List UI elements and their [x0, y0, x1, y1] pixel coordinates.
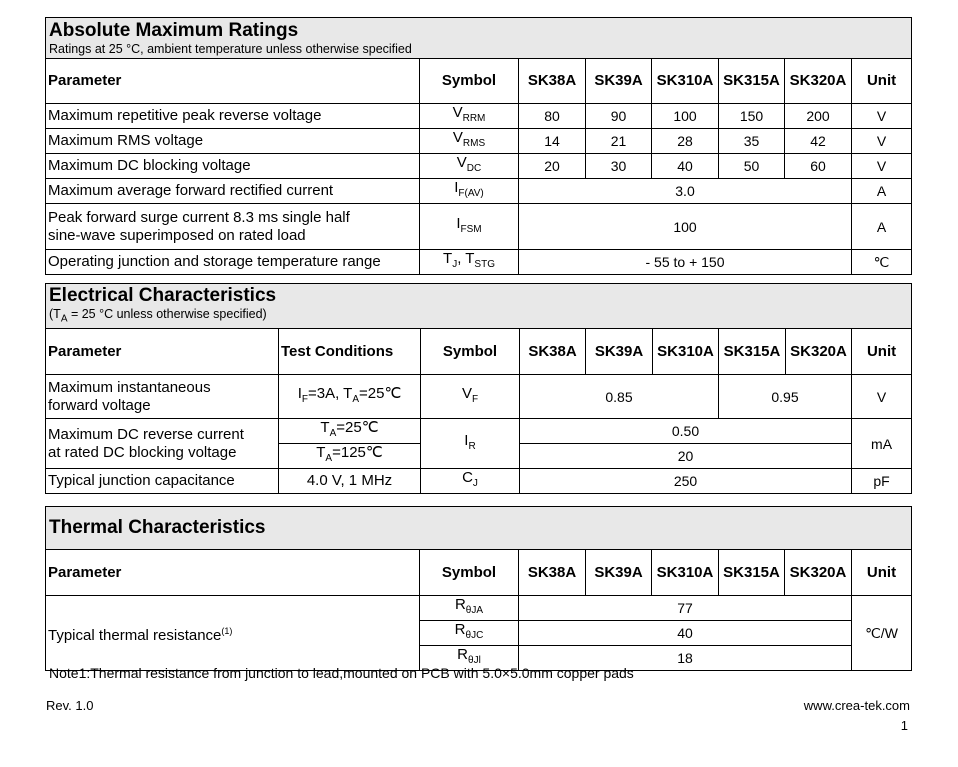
- table-row: [46, 179, 912, 204]
- value-cell: 30: [586, 154, 652, 179]
- header-part: SK310A: [652, 59, 719, 104]
- header-part: SK320A: [785, 59, 852, 104]
- header-parameter: Parameter: [46, 59, 420, 104]
- table-row: [46, 375, 912, 419]
- unit-cell: pF: [852, 469, 912, 494]
- value-cell: 50: [719, 154, 785, 179]
- header-parameter: Parameter: [46, 550, 420, 596]
- header-part: SK39A: [586, 329, 653, 375]
- symbol-cell: $T_J$, $T_{STG}$: [420, 250, 519, 275]
- value-cell: 40: [652, 154, 719, 179]
- param-cell: Typical thermal resistance$^{(1)}$: [46, 596, 420, 671]
- table-row: [46, 250, 912, 275]
- header-part: SK315A: [719, 550, 785, 596]
- header-parameter: Parameter: [46, 329, 279, 375]
- value-cell: 21: [586, 129, 652, 154]
- param-cell: Typical junction capacitance: [46, 469, 279, 494]
- electrical-characteristics-table: [45, 283, 912, 494]
- unit-cell: A: [852, 204, 912, 250]
- value-cell: 28: [652, 129, 719, 154]
- param-cell: Maximum average forward rectified current: [46, 179, 420, 204]
- table-row: [46, 469, 912, 494]
- website-link[interactable]: www.crea-tek.com: [803, 698, 910, 713]
- header-part: SK38A: [519, 59, 586, 104]
- value-cell: 18: [519, 646, 852, 671]
- section-header: [46, 18, 912, 59]
- unit-cell: V: [852, 154, 912, 179]
- section-subtitle: Ratings at 25 °C, ambient temperature unless otherwise specified: [49, 42, 412, 56]
- table-row: [46, 104, 912, 129]
- header-unit: Unit: [852, 59, 912, 104]
- symbol-cell: $V_{DC}$: [420, 154, 519, 179]
- table-row: [46, 596, 912, 621]
- param-cell: Maximum DC blocking voltage: [46, 154, 420, 179]
- symbol-cell: $R_{\theta Jl}$: [420, 646, 519, 671]
- value-cell: 40: [519, 621, 852, 646]
- table-row: [46, 419, 912, 444]
- header-part: SK39A: [586, 59, 652, 104]
- value-cell: - 55 to + 150: [519, 250, 852, 275]
- header-part: SK320A: [785, 550, 852, 596]
- value-cell: 42: [785, 129, 852, 154]
- symbol-cell: $R_{\theta JC}$: [420, 621, 519, 646]
- section-header: [46, 284, 912, 329]
- value-cell: 14: [519, 129, 586, 154]
- table-row: [46, 154, 912, 179]
- page-number: 1: [900, 718, 908, 733]
- unit-cell: V: [852, 129, 912, 154]
- table-row: [46, 129, 912, 154]
- header-part: SK320A: [786, 329, 852, 375]
- thermal-characteristics-table: [45, 506, 912, 671]
- section-title: Absolute Maximum Ratings: [49, 20, 299, 41]
- revision-label: Rev. 1.0: [46, 698, 94, 713]
- value-cell: 100: [652, 104, 719, 129]
- header-part: SK39A: [586, 550, 652, 596]
- symbol-cell: $C_J$: [421, 469, 520, 494]
- param-cell: Operating junction and storage temperature range: [46, 250, 420, 275]
- test-condition-cell: $T_A=25℃$: [279, 419, 421, 444]
- section-title: Thermal Characteristics: [49, 517, 266, 538]
- symbol-cell: $V_{RMS}$: [420, 129, 519, 154]
- test-condition-cell: $I_F=3A$, $T_A=25℃$: [279, 375, 421, 419]
- unit-cell: ℃/W: [852, 596, 912, 671]
- test-condition-cell: $T_A=125℃$: [279, 444, 421, 469]
- header-part: SK310A: [653, 329, 719, 375]
- header-part: SK310A: [652, 550, 719, 596]
- value-cell: 77: [519, 596, 852, 621]
- unit-cell: A: [852, 179, 912, 204]
- symbol-cell: $I_{FSM}$: [420, 204, 519, 250]
- symbol-cell: $I_{F(AV)}$: [420, 179, 519, 204]
- symbol-cell: $V_F$: [421, 375, 520, 419]
- unit-cell: V: [852, 104, 912, 129]
- unit-cell: V: [852, 375, 912, 419]
- section-title: Electrical Characteristics: [49, 285, 277, 307]
- table-row: [46, 204, 912, 250]
- header-symbol: Symbol: [420, 59, 519, 104]
- param-cell: Maximum instantaneous forward voltage: [46, 375, 279, 419]
- header-part: SK38A: [519, 550, 586, 596]
- value-cell: 80: [519, 104, 586, 129]
- value-cell: 0.95: [719, 375, 852, 419]
- symbol-cell: $R_{\theta JA}$: [420, 596, 519, 621]
- value-cell: 200: [785, 104, 852, 129]
- param-cell: Maximum repetitive peak reverse voltage: [46, 104, 420, 129]
- section-header: [46, 507, 912, 550]
- value-cell: 250: [520, 469, 852, 494]
- header-test-conditions: Test Conditions: [279, 329, 421, 375]
- header-part: SK38A: [520, 329, 586, 375]
- test-condition-cell: 4.0 V, 1 MHz: [279, 469, 421, 494]
- header-part: SK315A: [719, 59, 785, 104]
- symbol-cell: $I_R$: [421, 419, 520, 469]
- header-part: SK315A: [719, 329, 786, 375]
- thermal-note: Note1:Thermal resistance from junction to lead,mounted on PCB with 5.0×5.0mm copper pads: [49, 665, 634, 681]
- symbol-cell: $V_{RRM}$: [420, 104, 519, 129]
- value-cell: 100: [519, 204, 852, 250]
- value-cell: 90: [586, 104, 652, 129]
- unit-cell: mA: [852, 419, 912, 469]
- unit-cell: ℃: [852, 250, 912, 275]
- param-cell: Maximum RMS voltage: [46, 129, 420, 154]
- value-cell: 35: [719, 129, 785, 154]
- header-symbol: Symbol: [421, 329, 520, 375]
- value-cell: 0.85: [520, 375, 719, 419]
- param-cell: Maximum DC reverse current at rated DC blocking voltage: [46, 419, 279, 469]
- section-subtitle: ($T_A = 25$ °C unless otherwise specified): [49, 307, 267, 325]
- param-cell: Peak forward surge current 8.3 ms single half sine-wave superimposed on rated load: [46, 204, 420, 250]
- header-symbol: Symbol: [420, 550, 519, 596]
- header-unit: Unit: [852, 550, 912, 596]
- value-cell: 20: [519, 154, 586, 179]
- value-cell: 150: [719, 104, 785, 129]
- value-cell: 60: [785, 154, 852, 179]
- absolute-maximum-ratings-table: [45, 17, 912, 275]
- header-unit: Unit: [852, 329, 912, 375]
- value-cell: 0.50: [520, 419, 852, 444]
- value-cell: 3.0: [519, 179, 852, 204]
- value-cell: 20: [520, 444, 852, 469]
